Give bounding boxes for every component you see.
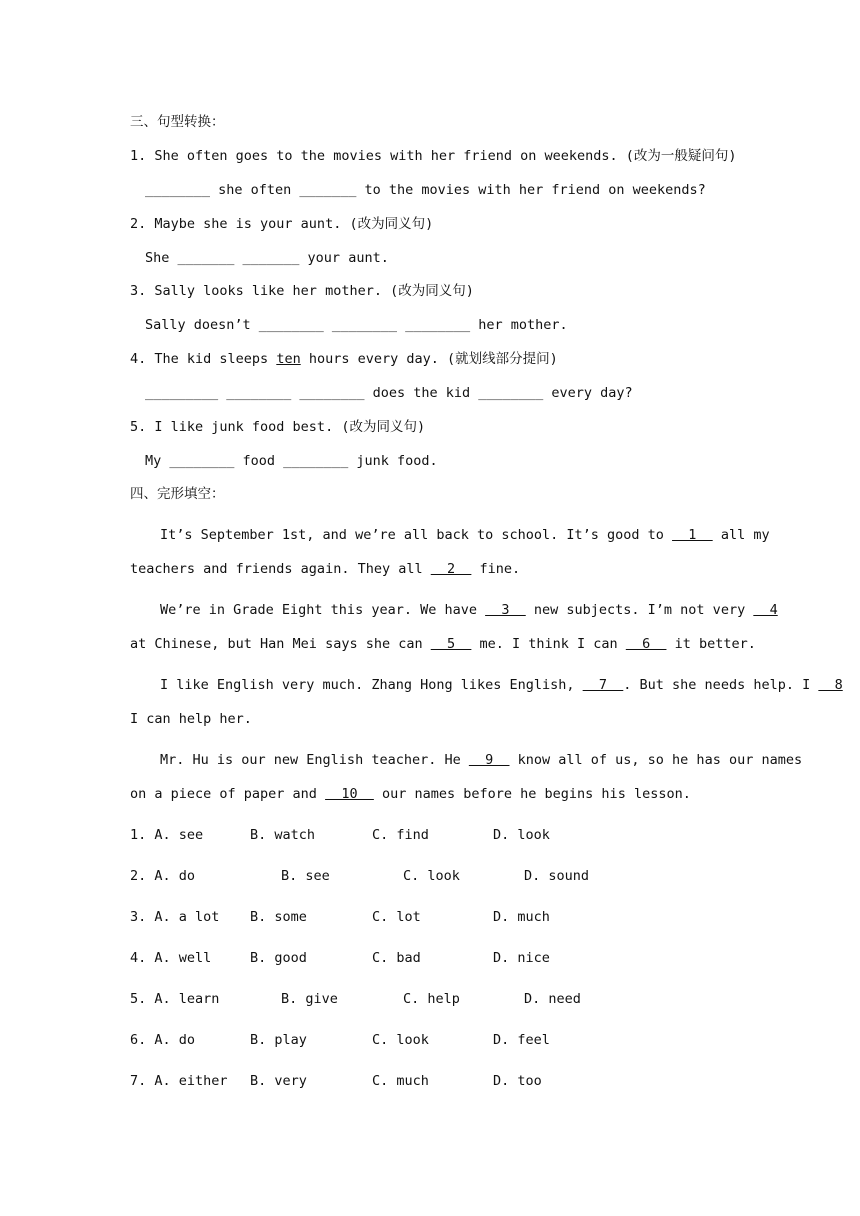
option-c: C. bad [372,950,421,966]
option-b: B. play [250,1032,307,1048]
passage-text: our names before he begins his lesson. [373,786,691,802]
option-c: C. find [372,827,429,843]
option-b: B. watch [250,827,316,843]
passage-line [130,785,691,803]
option-c: C. look [403,868,460,884]
blank-5: 5 [430,636,472,652]
option-a: 4. A. well [130,950,212,966]
passage-text: Mr. Hu is our new English teacher. He [160,752,469,768]
blank-1: 1 [672,527,713,543]
option-d: D. sound [524,868,590,884]
option-a: 5. A. learn [130,991,220,1007]
option-c: C. lot [372,909,421,925]
blank-9: 9 [468,752,510,768]
option-a: 6. A. do [130,1032,196,1048]
option-d: D. nice [493,950,550,966]
option-b: B. see [281,868,330,884]
answer-3: Sally doesn’t ________ ________ ________ her mother. [145,317,568,333]
question-4 [130,350,558,368]
option-b: B. very [250,1073,307,1089]
option-d: D. need [524,991,581,1007]
passage-text: I like English very much. Zhang Hong likes English, [160,677,583,693]
option-d: D. feel [493,1032,550,1048]
passage-line [130,560,520,578]
passage-text: We’re in Grade Eight this year. We have [160,602,486,618]
blank-4: 4 [753,602,778,618]
question-4-text-end: hours every day. (就划线部分提问) [300,351,558,367]
option-b: B. some [250,909,307,925]
passage-line [130,635,756,653]
answer-2: She _______ _______ your aunt. [145,250,389,266]
option-a: 3. A. a lot [130,909,220,925]
passage-text: teachers and friends again. They all [130,561,431,577]
blank-10: 10 [325,786,374,802]
blank-3: 3 [485,602,526,618]
answer-5: My ________ food ________ junk food. [145,453,438,469]
section-4-heading: 四、完形填空： [130,486,225,502]
option-d: D. much [493,909,550,925]
passage-text: on a piece of paper and [130,786,326,802]
blank-6: 6 [625,636,667,652]
blank-8: 8 [818,677,843,693]
question-3: 3. Sally looks like her mother. (改为同义句) [130,283,474,299]
option-c: C. much [372,1073,429,1089]
answer-1: ________ she often _______ to the movies with her friend on weekends? [145,182,706,198]
option-c: C. help [403,991,460,1007]
blank-2: 2 [430,561,472,577]
passage-line [160,526,770,544]
passage-text: know all of us, so he has our names [509,752,803,768]
option-d: D. too [493,1073,542,1089]
question-5: 5. I like junk food best. (改为同义句) [130,419,426,435]
question-2: 2. Maybe she is your aunt. (改为同义句) [130,216,434,232]
option-a: 7. A. either [130,1073,228,1089]
option-a: 2. A. do [130,868,196,884]
passage-text: all my [712,527,770,543]
passage-line [160,676,843,694]
option-b: B. give [281,991,338,1007]
passage-text: fine. [471,561,521,577]
option-d: D. look [493,827,550,843]
passage-text: it better. [666,636,756,652]
passage-text: new subjects. I’m not very [525,602,754,618]
section-3-heading: 三、句型转换： [130,114,225,130]
passage-text: . But she needs help. I [623,677,819,693]
question-1: 1. She often goes to the movies with her friend on weekends. (改为一般疑问句) [130,148,737,164]
option-c: C. look [372,1032,429,1048]
passage-line [160,751,802,769]
underlined-word: ten [276,351,301,367]
passage-text: It’s September 1st, and we’re all back to school. It’s good to [160,527,673,543]
option-a: 1. A. see [130,827,204,843]
question-4-text: 4. The kid sleeps [130,351,277,367]
option-b: B. good [250,950,307,966]
passage-text: at Chinese, but Han Mei says she can [130,636,431,652]
passage-line [160,601,778,619]
passage-line: I can help her. [130,711,252,727]
passage-text: me. I think I can [471,636,626,652]
blank-7: 7 [582,677,624,693]
answer-4: _________ ________ ________ does the kid ________ every day? [145,385,633,401]
